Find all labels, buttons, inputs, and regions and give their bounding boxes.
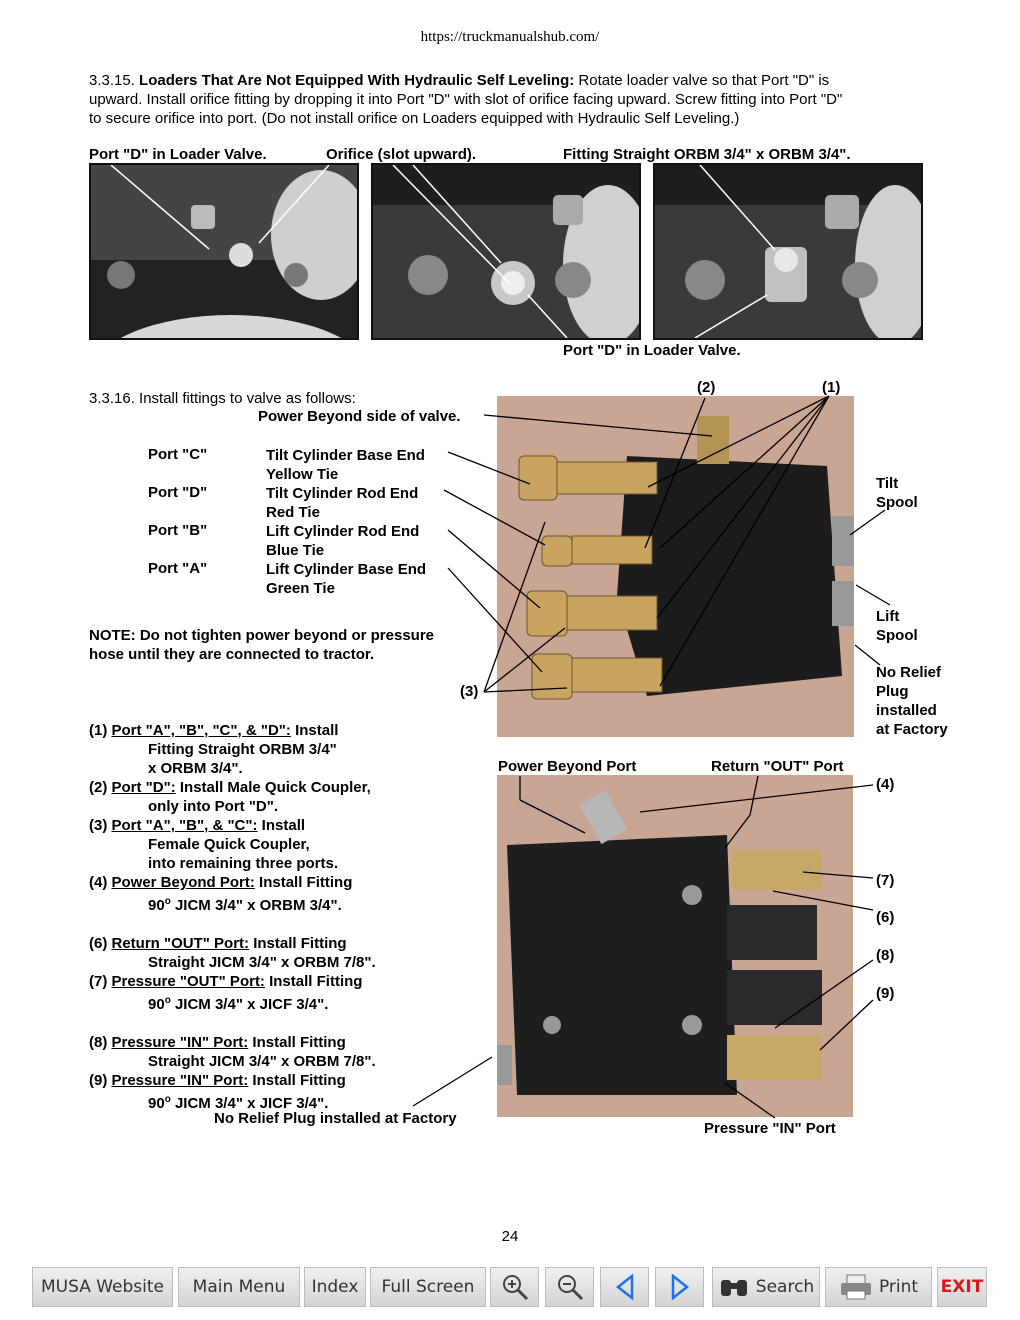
musa-website-button[interactable] [32, 1267, 173, 1307]
callout-3: (3) [460, 683, 479, 700]
note-text [89, 626, 434, 664]
section-line1: Rotate loader valve so that Port "D" is [574, 72, 830, 89]
page-number: 24 [501, 1228, 519, 1245]
zoom-in-button[interactable] [490, 1267, 539, 1307]
item-1: (1) Port "A", "B", "C", & "D": Install [89, 722, 339, 739]
port-b-desc-text: Lift Cylinder Rod End [266, 523, 420, 540]
full-screen-button[interactable] [370, 1267, 486, 1307]
callout-9: (9) [876, 985, 895, 1002]
label-port-d-bottom: Port "D" in Loader Valve. [563, 342, 741, 359]
musa-website-label: MUSA Website [40, 1277, 165, 1297]
full-screen-label: Full Screen [381, 1277, 475, 1297]
port-d-label: Port "D" [148, 484, 208, 501]
tilt-spool-l2: Spool [876, 494, 918, 511]
port-a-tie: Green Tie [266, 580, 335, 597]
port-c-desc [266, 446, 425, 484]
photo-valve-ports [497, 775, 853, 1117]
item-6-l2: Straight JICM 3/4" x ORBM 7/8". [148, 954, 376, 971]
section-number: 3.3.15. [89, 72, 135, 89]
print-label: Print [878, 1277, 919, 1297]
section-3316-intro: 3.3.16. Install fittings to valve as follows: [89, 390, 356, 407]
section-line3: to secure orifice into port. (Do not install orifice on Loaders equipped with Hydraulic Self Leveling.) [89, 110, 740, 127]
leader-tilt [850, 510, 885, 535]
arrow-left-icon [614, 1274, 636, 1300]
item-3-l2: Female Quick Coupler, [148, 836, 310, 853]
port-a-desc-text: Lift Cylinder Base End [266, 561, 427, 578]
photo-fitting-installed [653, 163, 923, 340]
port-a-desc [266, 560, 426, 598]
label-power-beyond-port: Power Beyond Port [498, 758, 637, 775]
label-fitting: Fitting Straight ORBM 3/4" x ORBM 3/4". [563, 146, 851, 163]
header-url: https://truckmanualshub.com/ [420, 29, 600, 45]
port-c-tie: Yellow Tie [266, 466, 339, 483]
photo-valve-fittings-image [497, 396, 854, 737]
previous-page-button[interactable] [600, 1267, 649, 1307]
no-relief-l3: installed [876, 702, 937, 719]
item-2-l2: only into Port "D". [148, 798, 279, 815]
search-button[interactable] [712, 1267, 820, 1307]
label-pressure-in-port: Pressure "IN" Port [704, 1120, 836, 1137]
label-no-relief-plug [876, 663, 948, 739]
label-orifice: Orifice (slot upward). [326, 146, 477, 163]
binoculars-icon [718, 1274, 750, 1300]
item-9-l2: 90$^o$ JICM 3/4" x JICF 3/4". [148, 1094, 329, 1112]
callout-2: (2) [697, 379, 716, 396]
section-heading: Loaders That Are Not Equipped With Hydraulic Self Leveling: [139, 72, 575, 89]
section-3315-text [89, 71, 949, 128]
item-7-l2: 90$^o$ JICM 3/4" x JICF 3/4". [148, 995, 329, 1013]
item-2: (2) Port "D": Install Male Quick Coupler, [89, 779, 371, 796]
leader-lift [856, 585, 890, 605]
index-label: Index [311, 1277, 359, 1297]
install-list [89, 721, 489, 1113]
item-4: (4) Power Beyond Port: Install Fitting [89, 874, 353, 891]
item-9: (9) Pressure "IN" Port: Install Fitting [89, 1072, 346, 1089]
tilt-spool-l1: Tilt [876, 475, 899, 492]
callout-1: (1) [822, 379, 841, 396]
item-8-l2: Straight JICM 3/4" x ORBM 7/8". [148, 1053, 376, 1070]
photo-orifice-in-port [371, 163, 641, 340]
photo-fitting-installed-image [655, 165, 921, 338]
label-no-relief-plug-bottom: No Relief Plug installed at Factory [214, 1110, 457, 1127]
port-a-label: Port "A" [148, 560, 208, 577]
item-8: (8) Pressure "IN" Port: Install Fitting [89, 1034, 346, 1051]
item-3: (3) Port "A", "B", & "C": Install [89, 817, 306, 834]
port-d-desc [266, 484, 418, 522]
lift-spool-l1: Lift [876, 608, 900, 625]
port-d-tie: Red Tie [266, 504, 320, 521]
callout-6: (6) [876, 909, 895, 926]
item-1-l2: Fitting Straight ORBM 3/4" [148, 741, 337, 758]
port-b-tie: Blue Tie [266, 542, 325, 559]
note-line2: hose until they are connected to tractor. [89, 646, 375, 663]
no-relief-l2: Plug [876, 683, 909, 700]
arrow-right-icon [669, 1274, 691, 1300]
label-return-out-port: Return "OUT" Port [711, 758, 844, 775]
port-c-label: Port "C" [148, 446, 208, 463]
exit-button[interactable] [937, 1267, 987, 1307]
photo-orifice-install [89, 163, 359, 340]
exit-label: EXIT [940, 1277, 984, 1297]
print-button[interactable] [825, 1267, 932, 1307]
main-menu-button[interactable] [178, 1267, 300, 1307]
index-button[interactable] [304, 1267, 366, 1307]
callout-7: (7) [876, 872, 895, 889]
item-3-l3: into remaining three ports. [148, 855, 339, 872]
main-menu-label: Main Menu [192, 1277, 286, 1297]
section-line2: upward. Install orifice fitting by dropping it into Port "D" with slot of orifice facing upward. Screw fitting into Port "D" [89, 91, 843, 108]
next-page-button[interactable] [655, 1267, 704, 1307]
item-1-l3: x ORBM 3/4". [148, 760, 243, 777]
printer-icon [839, 1273, 873, 1301]
label-port-d: Port "D" in Loader Valve. [89, 146, 267, 163]
zoom-in-icon [501, 1273, 529, 1301]
port-b-desc [266, 522, 419, 560]
photo-valve-fittings [497, 396, 854, 737]
label-tilt-spool [876, 474, 918, 512]
item-6: (6) Return "OUT" Port: Install Fitting [89, 935, 347, 952]
photo-valve-ports-image [497, 775, 853, 1117]
callout-4: (4) [876, 776, 895, 793]
no-relief-l1: No Relief [876, 664, 942, 681]
label-lift-spool [876, 607, 918, 645]
note-line1: NOTE: Do not tighten power beyond or pressure [89, 627, 435, 644]
photo-orifice-install-image [91, 165, 357, 338]
port-b-label: Port "B" [148, 522, 208, 539]
zoom-out-icon [556, 1273, 584, 1301]
leader-no-relief [855, 645, 880, 665]
zoom-out-button[interactable] [545, 1267, 594, 1307]
port-c-desc-text: Tilt Cylinder Base End [266, 447, 425, 464]
callout-8: (8) [876, 947, 895, 964]
label-power-beyond-side: Power Beyond side of valve. [258, 408, 461, 425]
photo-orifice-in-port-image [373, 165, 639, 338]
search-label: Search [755, 1277, 815, 1297]
no-relief-l4: at Factory [876, 721, 948, 738]
item-7: (7) Pressure "OUT" Port: Install Fitting [89, 973, 363, 990]
item-4-l2: 90$^o$ JICM 3/4" x ORBM 3/4". [148, 896, 342, 914]
port-d-desc-text: Tilt Cylinder Rod End [266, 485, 419, 502]
lift-spool-l2: Spool [876, 627, 918, 644]
